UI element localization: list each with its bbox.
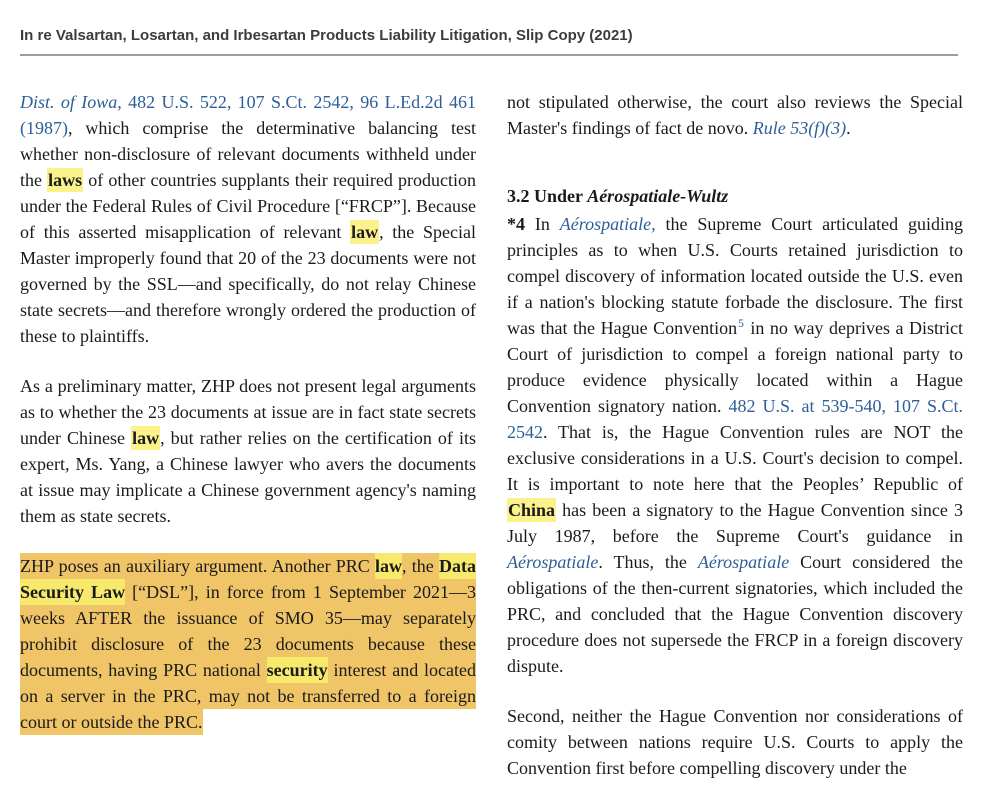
case-title-header: In re Valsartan, Losartan, and Irbesartan Products Liability Litigation, Slip Copy (2021) — [20, 27, 633, 44]
text-run: 3.2 Under — [507, 186, 588, 206]
citation-link[interactable]: Aérospatiale — [697, 552, 790, 572]
citation-link[interactable]: Aérospatiale, — [559, 214, 656, 234]
paragraph-second-point — [507, 703, 963, 781]
citation-link[interactable]: , 482 U.S. 522, 107 S.Ct. 2542, 96 L.Ed.2d 461 (1987) — [20, 92, 476, 138]
citation-link[interactable]: 482 U.S. at 539-540, 107 S.Ct. 2542 — [507, 396, 963, 442]
text-run: In — [525, 214, 560, 234]
text-run: has been a signatory to the Hague Convention since 3 July 1987, before the Supreme Court's guidance in — [507, 500, 963, 546]
text-run: [“DSL”], in force from 1 September 2021—3 weeks AFTER the issuance of SMO 35—may separately prohibit disclosure of the 23 documents because these documents, having PRC national — [20, 579, 476, 683]
text-run: Aérospatiale-Wultz — [587, 186, 729, 206]
paragraph-citation-balancing-test — [20, 89, 476, 349]
search-term-highlight: China — [508, 500, 556, 520]
text-run: ZHP poses an auxiliary argument. Another PRC — [20, 553, 375, 579]
text-run: Second, neither the Hague Convention nor considerations of comity between nations require U.S. Courts to apply the Convention first before compelling discovery under the — [507, 706, 963, 778]
citation-link[interactable]: Rule 53(f)(3) — [752, 118, 847, 138]
citation-link[interactable]: Dist. of Iowa — [20, 92, 118, 112]
text-run: , the Special Master improperly found that 20 of the 23 documents were not governed by the SSL—and specifically, do not relay Chinese state secrets—and therefore wrongly ordered the production of these to plaintiffs. — [20, 222, 476, 346]
text-run: . That is, the Hague Convention rules are NOT the exclusive considerations in a U.S. Court's decision to compel. It is important to note here that the Peoples’ Republic of — [507, 422, 963, 494]
text-run: . Thus, the — [598, 552, 698, 572]
highlighted-paragraph-dsl-argument — [20, 553, 476, 735]
search-term-highlight: law — [351, 222, 379, 242]
right-column — [507, 89, 963, 805]
text-run: , the — [402, 553, 439, 579]
text-run: in no way deprives a District Court of jurisdiction to compel a foreign national party to produce evidence physically located within a Hague Convention signatory nation. — [507, 318, 963, 416]
citation-link[interactable]: Aérospatiale — [507, 552, 599, 572]
search-term-highlight: security — [267, 657, 328, 683]
text-run: of other countries supplants their required production under the Federal Rules of Civil Procedure [“FRCP”]. Because of this asserted misapplication of relevant — [20, 170, 476, 242]
text-run: the Supreme Court articulated guiding principles as to when U.S. Courts retained jurisdiction to compel discovery of information located outside the U.S. even if a nation's blocking statute forbade the disclosure. The first was that the Hague Convention — [507, 214, 963, 338]
paragraph-de-novo-review — [507, 89, 963, 141]
text-run: not stipulated otherwise, the court also reviews the Special Master's findings of fact de novo. — [507, 92, 963, 138]
search-term-highlight: law — [375, 553, 402, 579]
text-run: , but rather relies on the certification of its expert, Ms. Yang, a Chinese lawyer who avers the documents at issue may implicate a Chinese government agency's naming them as state secrets. — [20, 428, 476, 526]
text-run: Court considered the obligations of the then-current signatories, which included the PRC, and concluded that the Hague Convention discovery procedure does not supersede the FRCP in a foreign discovery dispute. — [507, 552, 963, 676]
search-term-highlight: law — [132, 428, 160, 448]
text-run: As a preliminary matter, ZHP does not present legal arguments as to whether the 23 documents at issue are in fact state secrets under Chinese — [20, 376, 476, 448]
search-term-highlight: laws — [48, 170, 83, 190]
header-divider-rule — [20, 54, 958, 56]
section-heading-3-2 — [507, 183, 963, 209]
paragraph-aerospatiale-principles — [507, 211, 963, 679]
text-run: . — [846, 118, 851, 138]
search-term-highlight: Data Security Law — [20, 553, 476, 605]
left-column — [20, 89, 476, 759]
text-run: , which comprise the determinative balancing test whether non-disclosure of relevant documents withheld under the — [20, 118, 476, 190]
text-run: interest and located on a server in the PRC, may not be transferred to a foreign court or outside the PRC. — [20, 657, 476, 735]
footnote-link[interactable]: 5 — [738, 318, 744, 330]
text-run: *4 — [507, 214, 525, 234]
paragraph-preliminary-matter — [20, 373, 476, 529]
